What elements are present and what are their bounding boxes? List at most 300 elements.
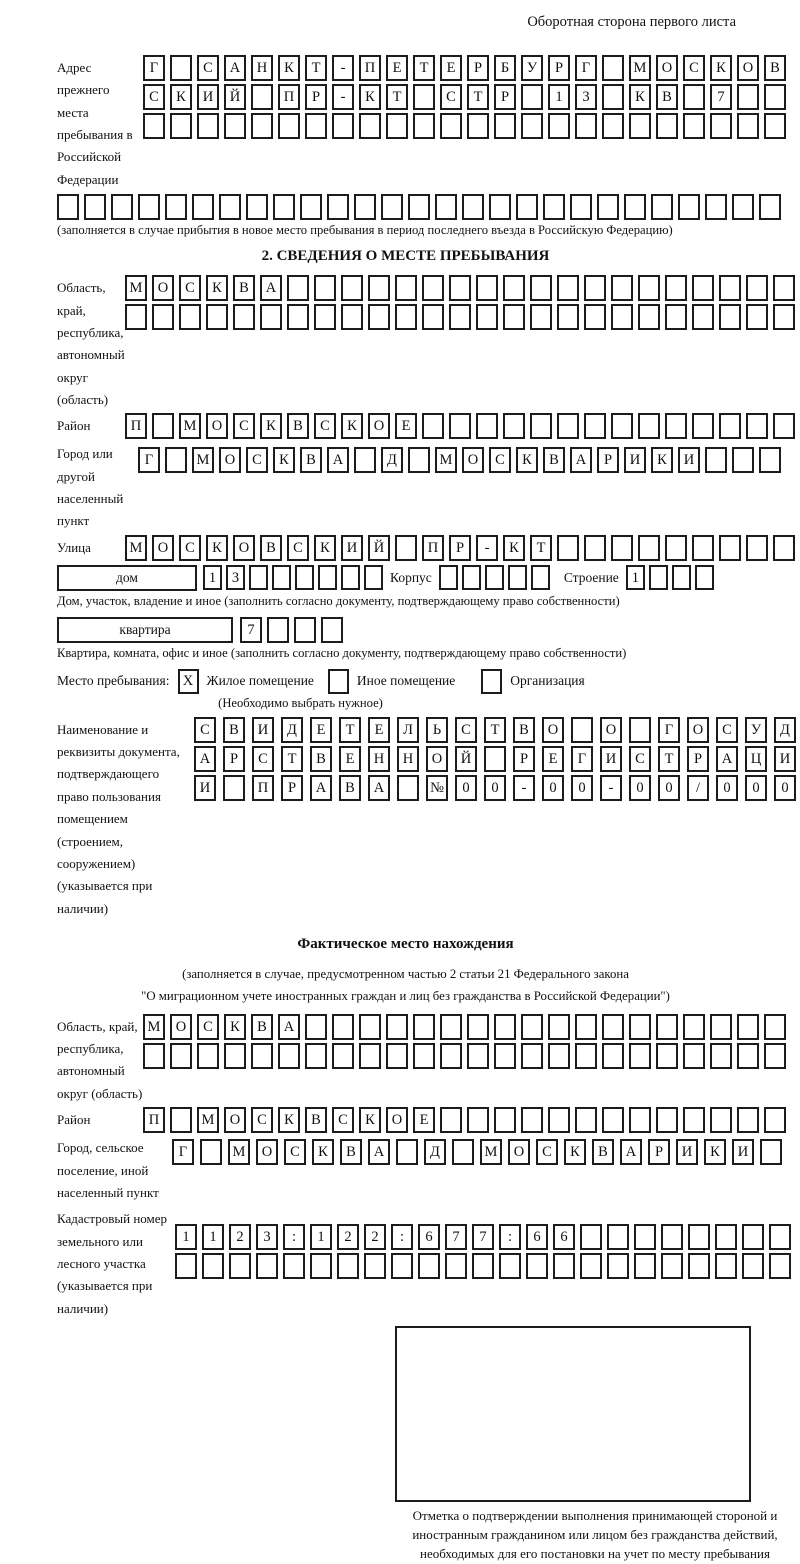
form-cell[interactable] — [364, 1253, 386, 1279]
form-cell[interactable] — [575, 1107, 597, 1133]
form-cell[interactable]: 0 — [571, 775, 593, 801]
form-cell[interactable]: Р — [449, 535, 471, 561]
form-cell[interactable]: Д — [281, 717, 303, 743]
form-cell[interactable] — [584, 275, 606, 301]
form-cell[interactable] — [354, 447, 376, 473]
form-cell[interactable]: Т — [467, 84, 489, 110]
form-cell[interactable]: В — [223, 717, 245, 743]
form-cell[interactable] — [452, 1139, 474, 1165]
form-cell[interactable] — [624, 194, 646, 220]
form-cell[interactable] — [337, 1253, 359, 1279]
form-cell[interactable] — [634, 1253, 656, 1279]
form-cell[interactable]: Т — [281, 746, 303, 772]
form-cell[interactable] — [742, 1253, 764, 1279]
form-cell[interactable]: Л — [397, 717, 419, 743]
form-cell[interactable]: С — [251, 1107, 273, 1133]
form-cell[interactable] — [310, 1253, 332, 1279]
form-cell[interactable]: - — [332, 84, 354, 110]
form-cell[interactable]: С — [629, 746, 651, 772]
form-cell[interactable] — [499, 1253, 521, 1279]
form-cell[interactable] — [737, 113, 759, 139]
form-cell[interactable] — [467, 113, 489, 139]
form-cell[interactable] — [521, 84, 543, 110]
form-cell[interactable]: С — [194, 717, 216, 743]
form-cell[interactable]: 0 — [745, 775, 767, 801]
form-cell[interactable]: С — [314, 413, 336, 439]
form-cell[interactable]: О — [256, 1139, 278, 1165]
form-cell[interactable] — [629, 1107, 651, 1133]
form-cell[interactable] — [332, 1014, 354, 1040]
form-cell[interactable] — [449, 304, 471, 330]
form-cell[interactable] — [607, 1253, 629, 1279]
form-cell[interactable] — [467, 1014, 489, 1040]
form-cell[interactable] — [672, 565, 691, 590]
form-cell[interactable]: К — [341, 413, 363, 439]
form-cell[interactable]: О — [737, 55, 759, 81]
form-cell[interactable] — [584, 535, 606, 561]
form-cell[interactable] — [710, 1043, 732, 1069]
form-cell[interactable] — [278, 1043, 300, 1069]
form-cell[interactable]: Г — [575, 55, 597, 81]
form-cell[interactable] — [602, 55, 624, 81]
form-cell[interactable]: В — [287, 413, 309, 439]
form-cell[interactable]: Г — [658, 717, 680, 743]
form-cell[interactable]: Г — [571, 746, 593, 772]
form-cell[interactable] — [229, 1253, 251, 1279]
form-cell[interactable] — [705, 447, 727, 473]
form-cell[interactable]: И — [774, 746, 796, 772]
form-cell[interactable] — [386, 1043, 408, 1069]
form-cell[interactable]: Ц — [745, 746, 767, 772]
form-cell[interactable]: О — [687, 717, 709, 743]
form-cell[interactable] — [223, 775, 245, 801]
form-cell[interactable] — [57, 194, 79, 220]
form-cell[interactable] — [386, 1014, 408, 1040]
form-cell[interactable] — [408, 447, 430, 473]
form-cell[interactable] — [665, 413, 687, 439]
form-cell[interactable] — [521, 1107, 543, 1133]
form-cell[interactable] — [638, 535, 660, 561]
form-cell[interactable]: 7 — [710, 84, 732, 110]
form-cell[interactable] — [710, 1014, 732, 1040]
form-cell[interactable] — [165, 194, 187, 220]
form-cell[interactable] — [391, 1253, 413, 1279]
form-cell[interactable] — [773, 535, 795, 561]
form-cell[interactable]: С — [197, 1014, 219, 1040]
form-cell[interactable]: Н — [368, 746, 390, 772]
form-cell[interactable] — [192, 194, 214, 220]
form-cell[interactable]: У — [521, 55, 543, 81]
form-cell[interactable] — [602, 84, 624, 110]
form-cell[interactable] — [607, 1224, 629, 1250]
form-cell[interactable]: К — [278, 55, 300, 81]
form-cell[interactable] — [760, 1139, 782, 1165]
form-cell[interactable]: - — [600, 775, 622, 801]
form-cell[interactable] — [341, 304, 363, 330]
form-cell[interactable]: : — [391, 1224, 413, 1250]
form-cell[interactable] — [287, 275, 309, 301]
form-cell[interactable] — [715, 1253, 737, 1279]
form-cell[interactable] — [422, 275, 444, 301]
form-cell[interactable] — [634, 1224, 656, 1250]
form-cell[interactable] — [341, 565, 360, 590]
form-cell[interactable] — [503, 304, 525, 330]
form-cell[interactable] — [314, 304, 336, 330]
form-cell[interactable] — [773, 413, 795, 439]
form-cell[interactable]: Д — [424, 1139, 446, 1165]
checkbox-zhiloe[interactable]: X — [178, 669, 199, 694]
form-cell[interactable] — [152, 413, 174, 439]
form-cell[interactable]: С — [683, 55, 705, 81]
form-cell[interactable]: О — [656, 55, 678, 81]
form-cell[interactable] — [197, 113, 219, 139]
form-cell[interactable] — [246, 194, 268, 220]
form-cell[interactable]: С — [252, 746, 274, 772]
form-cell[interactable] — [759, 194, 781, 220]
form-cell[interactable]: К — [206, 535, 228, 561]
form-cell[interactable] — [602, 1107, 624, 1133]
form-cell[interactable] — [305, 113, 327, 139]
form-cell[interactable] — [381, 194, 403, 220]
form-cell[interactable] — [516, 194, 538, 220]
form-cell[interactable]: К — [564, 1139, 586, 1165]
form-cell[interactable]: С — [179, 535, 201, 561]
form-cell[interactable] — [170, 113, 192, 139]
form-cell[interactable]: Г — [172, 1139, 194, 1165]
form-cell[interactable]: 3 — [226, 565, 245, 590]
form-cell[interactable] — [318, 565, 337, 590]
form-cell[interactable] — [710, 1107, 732, 1133]
form-cell[interactable]: Р — [548, 55, 570, 81]
form-cell[interactable] — [435, 194, 457, 220]
form-cell[interactable]: В — [513, 717, 535, 743]
form-cell[interactable] — [449, 413, 471, 439]
form-cell[interactable] — [737, 1043, 759, 1069]
form-cell[interactable]: К — [170, 84, 192, 110]
form-cell[interactable]: 1 — [626, 565, 645, 590]
form-cell[interactable] — [602, 113, 624, 139]
form-cell[interactable]: П — [422, 535, 444, 561]
form-cell[interactable] — [449, 275, 471, 301]
form-cell[interactable]: К — [206, 275, 228, 301]
form-cell[interactable]: М — [480, 1139, 502, 1165]
form-cell[interactable]: К — [651, 447, 673, 473]
form-cell[interactable] — [294, 617, 316, 643]
form-cell[interactable]: А — [224, 55, 246, 81]
form-cell[interactable]: С — [287, 535, 309, 561]
form-cell[interactable] — [746, 304, 768, 330]
form-cell[interactable] — [413, 84, 435, 110]
form-cell[interactable] — [688, 1224, 710, 1250]
form-cell[interactable]: И — [341, 535, 363, 561]
form-cell[interactable] — [341, 275, 363, 301]
form-cell[interactable]: О — [368, 413, 390, 439]
form-cell[interactable]: 2 — [364, 1224, 386, 1250]
form-cell[interactable]: О — [224, 1107, 246, 1133]
form-cell[interactable] — [396, 1139, 418, 1165]
form-cell[interactable] — [368, 275, 390, 301]
form-cell[interactable]: С — [716, 717, 738, 743]
form-cell[interactable]: С — [440, 84, 462, 110]
form-cell[interactable]: К — [224, 1014, 246, 1040]
form-cell[interactable]: 0 — [774, 775, 796, 801]
form-cell[interactable]: А — [327, 447, 349, 473]
form-cell[interactable] — [575, 113, 597, 139]
form-cell[interactable]: М — [143, 1014, 165, 1040]
form-cell[interactable]: А — [260, 275, 282, 301]
form-cell[interactable] — [580, 1253, 602, 1279]
form-cell[interactable]: Б — [494, 55, 516, 81]
form-cell[interactable]: И — [624, 447, 646, 473]
checkbox-organizaciya[interactable] — [481, 669, 502, 694]
form-cell[interactable]: С — [489, 447, 511, 473]
form-cell[interactable] — [719, 275, 741, 301]
form-cell[interactable]: О — [542, 717, 564, 743]
form-cell[interactable] — [557, 275, 579, 301]
form-cell[interactable] — [742, 1224, 764, 1250]
form-cell[interactable]: Р — [687, 746, 709, 772]
form-cell[interactable]: К — [273, 447, 295, 473]
form-cell[interactable] — [683, 84, 705, 110]
form-cell[interactable] — [440, 1043, 462, 1069]
form-cell[interactable] — [665, 304, 687, 330]
form-cell[interactable] — [462, 565, 481, 590]
form-cell[interactable] — [695, 565, 714, 590]
form-cell[interactable]: С — [284, 1139, 306, 1165]
form-cell[interactable]: - — [513, 775, 535, 801]
form-cell[interactable]: А — [310, 775, 332, 801]
form-cell[interactable] — [354, 194, 376, 220]
form-cell[interactable] — [629, 113, 651, 139]
form-cell[interactable]: М — [125, 275, 147, 301]
form-cell[interactable] — [422, 413, 444, 439]
form-cell[interactable] — [719, 304, 741, 330]
form-cell[interactable] — [224, 113, 246, 139]
form-cell[interactable] — [557, 535, 579, 561]
form-cell[interactable] — [295, 565, 314, 590]
form-cell[interactable]: Т — [484, 717, 506, 743]
form-cell[interactable]: Р — [305, 84, 327, 110]
form-cell[interactable] — [368, 304, 390, 330]
form-cell[interactable] — [526, 1253, 548, 1279]
form-cell[interactable]: К — [359, 1107, 381, 1133]
form-cell[interactable] — [692, 304, 714, 330]
form-cell[interactable] — [629, 717, 651, 743]
form-cell[interactable]: В — [310, 746, 332, 772]
form-cell[interactable]: К — [704, 1139, 726, 1165]
form-cell[interactable] — [683, 113, 705, 139]
form-cell[interactable]: С — [197, 55, 219, 81]
form-cell[interactable] — [170, 55, 192, 81]
form-cell[interactable] — [665, 535, 687, 561]
form-cell[interactable] — [764, 1014, 786, 1040]
form-cell[interactable] — [629, 1043, 651, 1069]
form-cell[interactable]: С — [246, 447, 268, 473]
form-cell[interactable]: В — [339, 775, 361, 801]
form-cell[interactable] — [364, 565, 383, 590]
form-cell[interactable]: 0 — [658, 775, 680, 801]
form-cell[interactable] — [602, 1014, 624, 1040]
form-cell[interactable]: О — [508, 1139, 530, 1165]
form-cell[interactable]: 2 — [229, 1224, 251, 1250]
form-cell[interactable]: В — [656, 84, 678, 110]
form-cell[interactable] — [332, 113, 354, 139]
form-cell[interactable] — [678, 194, 700, 220]
form-cell[interactable] — [251, 113, 273, 139]
form-cell[interactable] — [737, 1014, 759, 1040]
form-cell[interactable] — [638, 413, 660, 439]
form-cell[interactable]: П — [278, 84, 300, 110]
form-cell[interactable]: Р — [494, 84, 516, 110]
form-cell[interactable] — [408, 194, 430, 220]
form-cell[interactable]: О — [426, 746, 448, 772]
form-cell[interactable]: : — [499, 1224, 521, 1250]
form-cell[interactable]: К — [516, 447, 538, 473]
form-cell[interactable]: № — [426, 775, 448, 801]
form-cell[interactable]: К — [278, 1107, 300, 1133]
form-cell[interactable] — [521, 113, 543, 139]
form-cell[interactable]: К — [710, 55, 732, 81]
form-cell[interactable] — [467, 1043, 489, 1069]
form-cell[interactable]: 1 — [548, 84, 570, 110]
form-cell[interactable]: И — [600, 746, 622, 772]
form-cell[interactable]: 6 — [418, 1224, 440, 1250]
form-cell[interactable]: О — [219, 447, 241, 473]
form-cell[interactable] — [251, 1043, 273, 1069]
form-cell[interactable] — [224, 1043, 246, 1069]
form-cell[interactable]: К — [629, 84, 651, 110]
form-cell[interactable]: Г — [138, 447, 160, 473]
form-cell[interactable]: 7 — [240, 617, 262, 643]
form-cell[interactable] — [305, 1043, 327, 1069]
form-cell[interactable] — [152, 304, 174, 330]
form-cell[interactable]: Е — [339, 746, 361, 772]
form-cell[interactable] — [602, 1043, 624, 1069]
form-cell[interactable] — [165, 447, 187, 473]
form-cell[interactable] — [629, 1014, 651, 1040]
form-cell[interactable] — [472, 1253, 494, 1279]
form-cell[interactable] — [719, 535, 741, 561]
form-cell[interactable]: М — [125, 535, 147, 561]
form-cell[interactable]: : — [283, 1224, 305, 1250]
form-cell[interactable]: О — [206, 413, 228, 439]
form-cell[interactable] — [732, 194, 754, 220]
form-cell[interactable] — [397, 775, 419, 801]
form-cell[interactable]: Й — [224, 84, 246, 110]
form-cell[interactable] — [656, 113, 678, 139]
form-cell[interactable]: 0 — [484, 775, 506, 801]
form-cell[interactable]: Н — [251, 55, 273, 81]
form-cell[interactable]: 1 — [175, 1224, 197, 1250]
form-cell[interactable]: Р — [223, 746, 245, 772]
form-cell[interactable] — [611, 275, 633, 301]
form-cell[interactable] — [125, 304, 147, 330]
form-cell[interactable]: 0 — [716, 775, 738, 801]
form-cell[interactable] — [638, 275, 660, 301]
form-cell[interactable]: 2 — [337, 1224, 359, 1250]
form-cell[interactable]: В — [233, 275, 255, 301]
form-cell[interactable] — [494, 1043, 516, 1069]
form-cell[interactable] — [705, 194, 727, 220]
form-cell[interactable] — [764, 113, 786, 139]
form-cell[interactable] — [251, 84, 273, 110]
form-cell[interactable]: Е — [395, 413, 417, 439]
form-cell[interactable]: П — [359, 55, 381, 81]
form-cell[interactable] — [267, 617, 289, 643]
form-cell[interactable] — [611, 535, 633, 561]
form-cell[interactable]: О — [233, 535, 255, 561]
form-cell[interactable]: М — [179, 413, 201, 439]
form-cell[interactable] — [494, 1107, 516, 1133]
form-cell[interactable] — [249, 565, 268, 590]
form-cell[interactable] — [143, 1043, 165, 1069]
form-cell[interactable]: К — [359, 84, 381, 110]
form-cell[interactable] — [422, 304, 444, 330]
form-cell[interactable] — [219, 194, 241, 220]
form-cell[interactable]: Е — [413, 1107, 435, 1133]
form-cell[interactable] — [503, 413, 525, 439]
form-cell[interactable]: М — [228, 1139, 250, 1165]
form-cell[interactable] — [611, 413, 633, 439]
form-cell[interactable]: С — [455, 717, 477, 743]
form-cell[interactable]: Н — [397, 746, 419, 772]
form-cell[interactable]: И — [678, 447, 700, 473]
form-cell[interactable] — [656, 1107, 678, 1133]
form-cell[interactable] — [683, 1107, 705, 1133]
form-cell[interactable] — [553, 1253, 575, 1279]
form-cell[interactable] — [170, 1043, 192, 1069]
form-cell[interactable] — [656, 1043, 678, 1069]
form-cell[interactable]: Е — [368, 717, 390, 743]
form-cell[interactable] — [769, 1224, 791, 1250]
form-cell[interactable] — [661, 1253, 683, 1279]
form-cell[interactable] — [769, 1253, 791, 1279]
form-cell[interactable]: 7 — [445, 1224, 467, 1250]
form-cell[interactable]: И — [194, 775, 216, 801]
form-cell[interactable]: В — [251, 1014, 273, 1040]
form-cell[interactable]: Г — [143, 55, 165, 81]
form-cell[interactable] — [327, 194, 349, 220]
form-cell[interactable]: А — [620, 1139, 642, 1165]
form-cell[interactable]: О — [386, 1107, 408, 1133]
form-cell[interactable] — [737, 84, 759, 110]
form-cell[interactable] — [521, 1043, 543, 1069]
form-cell[interactable]: Р — [597, 447, 619, 473]
form-cell[interactable] — [395, 275, 417, 301]
form-cell[interactable] — [737, 1107, 759, 1133]
form-cell[interactable]: О — [170, 1014, 192, 1040]
form-cell[interactable] — [413, 113, 435, 139]
form-cell[interactable] — [580, 1224, 602, 1250]
form-cell[interactable]: А — [278, 1014, 300, 1040]
form-cell[interactable]: 0 — [542, 775, 564, 801]
form-cell[interactable] — [273, 194, 295, 220]
form-cell[interactable] — [665, 275, 687, 301]
form-cell[interactable] — [272, 565, 291, 590]
form-cell[interactable]: В — [764, 55, 786, 81]
form-cell[interactable]: Е — [386, 55, 408, 81]
form-cell[interactable]: Т — [413, 55, 435, 81]
form-cell[interactable] — [649, 565, 668, 590]
form-cell[interactable]: Е — [440, 55, 462, 81]
form-cell[interactable]: П — [252, 775, 274, 801]
form-cell[interactable] — [710, 113, 732, 139]
form-cell[interactable] — [485, 565, 504, 590]
form-cell[interactable] — [233, 304, 255, 330]
form-cell[interactable] — [300, 194, 322, 220]
form-cell[interactable] — [445, 1253, 467, 1279]
form-cell[interactable] — [543, 194, 565, 220]
